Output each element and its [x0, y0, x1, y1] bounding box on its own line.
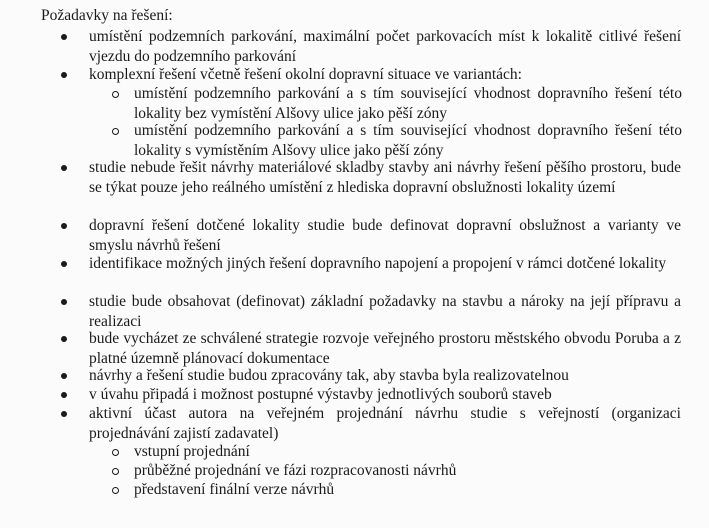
- bullet-icon: [61, 336, 67, 342]
- bullet-icon: [61, 261, 67, 267]
- section-heading: Požadavky na řešení:: [41, 7, 173, 24]
- bullet-icon: [61, 165, 67, 171]
- circle-bullet-icon: [112, 468, 119, 475]
- list-item-complex-solution: [89, 65, 681, 85]
- circle-bullet-icon: [112, 91, 119, 98]
- list-item-text: identifikace možných jiných řešení dopravního napojení a propojení v rámci dotčené lokality: [89, 255, 667, 272]
- bullet-icon: [61, 34, 67, 40]
- list-item-text: studie nebude řešit návrhy materiálové skladby stavby ani návrhy řešení pěšího prostoru, bude se týkat pouze jeho reálného umístění z hlediska dopravní obslužnosti lokality území: [89, 159, 681, 196]
- bullet-icon: [61, 72, 67, 78]
- sub-item-text: průběžné projednání ve fázi rozpracovanosti návrhů: [134, 462, 457, 479]
- bullet-icon: [61, 223, 67, 229]
- bullet-icon: [61, 373, 67, 379]
- list-item-study-scope: [89, 158, 681, 197]
- sub-item-text: vstupní projednání: [134, 443, 250, 460]
- list-item-text: studie bude obsahovat (definovat) základní požadavky na stavbu a nároky na její přípravu a realizaci: [89, 293, 681, 330]
- list-item-text: v úvahu připadá i možnost postupné výstavby jednotlivých souborů staveb: [89, 386, 552, 403]
- sub-item-text: umístění podzemního parkování a s tím související vhodnost dopravního řešení této lokality s vymístěním Alšovy ulice jako pěší zóny: [134, 122, 682, 159]
- sub-item-interim-hearing: [134, 461, 682, 481]
- bullet-icon: [61, 299, 67, 305]
- list-item-identification: [89, 254, 681, 274]
- list-item-requirements: [89, 292, 681, 331]
- list-item-feasibility: [89, 366, 681, 386]
- list-item-text: aktivní účast autora na veřejném projednání návrhu studie s veřejností (organizaci projednávání zajistí zadavatel): [89, 405, 681, 442]
- sub-item-without-pedestrian-zone: [134, 84, 682, 123]
- list-item-text: dopravní řešení dotčené lokality studie bude definovat dopravní obslužnost a varianty ve smyslu návrhů řešení: [89, 217, 681, 254]
- list-item-gradual-construction: [89, 385, 681, 405]
- bullet-icon: [61, 392, 67, 398]
- sub-item-with-pedestrian-zone: [134, 121, 682, 160]
- sub-item-final-presentation: [134, 480, 682, 500]
- list-item-text: komplexní řešení včetně řešení okolní dopravní situace ve variantách:: [89, 66, 522, 83]
- list-item-text: umístění podzemních parkování, maximální počet parkovacích míst k lokalitě citlivé řešení vjezdu do podzemního parkování: [89, 28, 681, 65]
- circle-bullet-icon: [112, 487, 119, 494]
- list-item-text: bude vycházet ze schválené strategie rozvoje veřejného prostoru městského obvodu Poruba a z platné územně plánovací dokumentace: [89, 330, 681, 367]
- list-item-strategy: [89, 329, 681, 368]
- circle-bullet-icon: [112, 128, 119, 135]
- list-item-traffic-solution: [89, 216, 681, 255]
- list-item-text: návrhy a řešení studie budou zpracovány tak, aby stavba byla realizovatelnou: [89, 367, 569, 384]
- bullet-icon: [61, 411, 67, 417]
- sub-item-initial-hearing: [134, 442, 682, 462]
- circle-bullet-icon: [112, 449, 119, 456]
- list-item-public-hearing: [89, 404, 681, 443]
- list-item-underground-parking: [89, 27, 681, 66]
- sub-item-text: představení finální verze návrhů: [134, 481, 335, 498]
- sub-item-text: umístění podzemního parkování a s tím související vhodnost dopravního řešení této lokality bez vymístění Alšovy ulice jako pěší zóny: [134, 85, 682, 122]
